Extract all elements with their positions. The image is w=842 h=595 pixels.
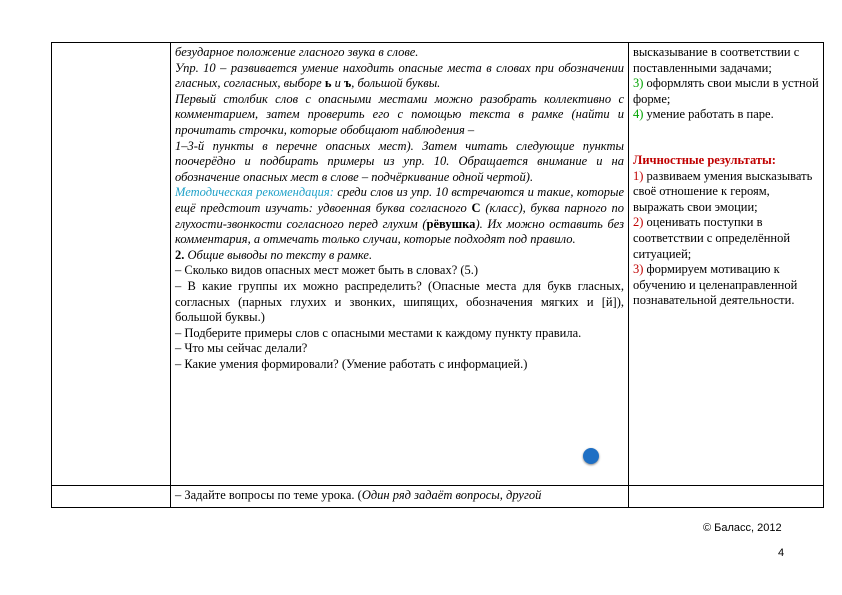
paragraph [633, 262, 819, 309]
text-run: 3) [633, 262, 644, 277]
results-cell [629, 43, 824, 486]
text-run: оценивать поступки в соответствии с определённой ситуацией; [633, 215, 791, 261]
paragraph [633, 169, 819, 216]
text-run: – В какие группы их можно распределить? (Опасные места для букв гласных, согласных (парных глухих и звонких, шипящих, обозначения мягких и [й]), большой буквы.) [175, 278, 624, 325]
blue-dot-marker [583, 448, 599, 464]
personal-results [633, 169, 819, 309]
text-run: – Что мы сейчас делали? [175, 341, 308, 356]
activity-cell [171, 43, 629, 486]
text-run: безударное положение гласного звука в слове. [175, 45, 419, 59]
text-run: 1–3-й пункты в перечне опасных мест). Затем читать следующие пункты поочерёдно и подбирать примеры из упр. 10. Обращается внимание и на обозначение опасных мест в слове – подчёркивание одной чертой). [175, 138, 624, 184]
text-run: – Задайте вопросы по теме урока. ( [175, 488, 362, 502]
text-run: – Какие умения формировали? (Умение работать с информацией.) [175, 356, 528, 371]
text-run: развиваем умения высказывать своё отношение к героям, выражать свои эмоции; [633, 168, 813, 214]
text-run: высказывание в соответствии с поставленными задачами; [633, 45, 800, 75]
text-run: Первый столбик слов с опасными местами можно разобрать коллективно с комментарием, затем проверить его с помощью текста в рамке (найти и прочитать строчки, которые обобщают наблюдения – [175, 91, 624, 137]
text-run: и [331, 76, 344, 91]
text-run: Методическая рекомендация: [175, 185, 334, 200]
results-cell [629, 486, 824, 508]
paragraph [175, 488, 624, 504]
activity-text [175, 488, 624, 504]
text-run: среди слов из упр. 10 встречаются и такие, которые ещё предстоит изучать: удвоенная буква согласного [175, 185, 624, 215]
paragraph [175, 139, 624, 186]
text-run: 2. [175, 247, 185, 262]
paragraph [175, 185, 624, 247]
paragraph [633, 107, 819, 123]
text-run: формируем мотивацию к обучению и целенаправленной познавательной деятельности. [633, 262, 798, 308]
text-run: Один ряд задаёт вопросы, другой [361, 488, 542, 502]
text-run: оформлять свои мысли в устной форме; [633, 76, 819, 106]
copyright: © Баласс, 2012 [703, 522, 782, 534]
text-run: – Подберите примеры слов с опасными местами к каждому пункту правила. [175, 325, 582, 340]
page-number: 4 [778, 547, 785, 559]
text-run: ). Их можно оставить без комментария, а отмечать только случаи, которые подходят под правило. [175, 216, 624, 247]
text-run: ъ [343, 76, 352, 91]
text-run: – Сколько видов опасных мест может быть в словах? (5.) [175, 263, 479, 278]
text-run: 4) [633, 107, 644, 122]
text-run: рёвушка [426, 216, 476, 231]
text-run: Общие выводы по тексту в рамке. [184, 247, 373, 262]
paragraph [633, 76, 819, 107]
paragraph [175, 357, 624, 373]
activity-text [175, 45, 624, 372]
paragraph [175, 92, 624, 139]
personal-results-heading: Личностные результаты: [633, 152, 776, 167]
text-run: (класс), буква парного по глухости-звонкости согласного перед глухим ( [175, 200, 624, 231]
paragraph [175, 263, 624, 279]
paragraph [175, 45, 624, 61]
text-run: , большой буквы. [351, 76, 441, 91]
communicative-results [633, 45, 819, 123]
activity-cell [171, 486, 629, 508]
stage-cell [52, 486, 171, 508]
text-run: ь [324, 76, 332, 91]
paragraph [175, 279, 624, 326]
paragraph [633, 45, 819, 76]
paragraph [175, 326, 624, 342]
text-run: 2) [633, 215, 644, 230]
table-row [52, 43, 824, 486]
paragraph [175, 248, 624, 264]
text-run: 1) [633, 168, 644, 183]
text-run: Упр. 10 – развивается умение находить опасные места в словах при обозначении гласных, согласных, выборе [175, 60, 624, 91]
paragraph [175, 61, 624, 92]
paragraph [633, 215, 819, 262]
table-row [52, 486, 824, 508]
text-run: 3) [633, 76, 644, 91]
stage-cell [52, 43, 171, 486]
text-run: С [471, 200, 481, 215]
paragraph [175, 341, 624, 357]
text-run: умение работать в паре. [643, 107, 774, 122]
lesson-table [51, 42, 824, 508]
